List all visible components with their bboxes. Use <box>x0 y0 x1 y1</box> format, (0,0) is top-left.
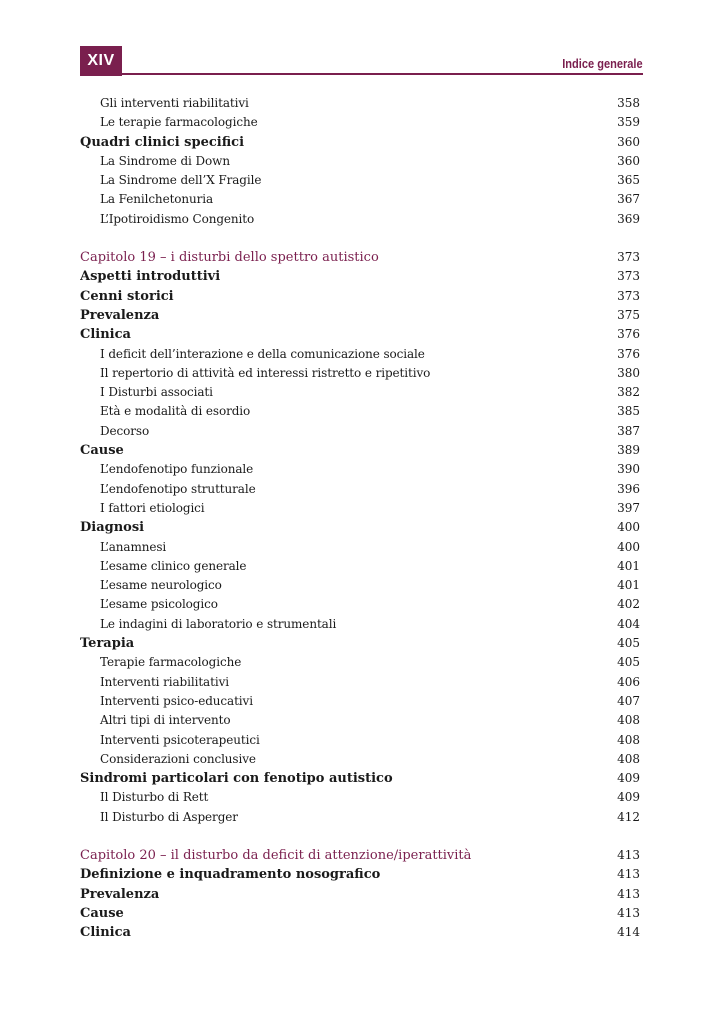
toc-entry-label: Le indagini di laboratorio e strumentali <box>100 616 337 631</box>
toc-section-row[interactable] <box>80 135 640 154</box>
toc-entry-page: 405 <box>617 636 640 651</box>
toc-entry-label: Quadri clinici specifici <box>80 134 245 150</box>
toc-subsection-row[interactable] <box>80 366 640 385</box>
toc-entry-page: 408 <box>617 751 640 766</box>
toc-entry-label: Gli interventi riabilitativi <box>100 96 249 110</box>
toc-entry-label: La Sindrome di Down <box>100 153 230 168</box>
toc-entry-page: 409 <box>617 790 640 805</box>
toc-entry-label: Interventi riabilitativi <box>100 674 229 689</box>
toc-subsection-row[interactable] <box>80 810 640 829</box>
toc-section-row[interactable] <box>80 771 640 790</box>
toc-entry-page: 385 <box>617 404 640 419</box>
toc-entry-label: L’Ipotiroidismo Congenito <box>100 211 255 226</box>
toc-entry-label: Aspetti introduttivi <box>80 269 221 285</box>
toc-section-row[interactable] <box>80 520 640 539</box>
toc-entry-label: Terapia <box>80 636 135 652</box>
toc-subsection-row[interactable] <box>80 733 640 752</box>
toc-section-row[interactable] <box>80 887 640 906</box>
toc-entry-label: I Disturbi associati <box>100 385 213 400</box>
toc-subsection-row[interactable] <box>80 115 640 134</box>
toc-subsection-row[interactable] <box>80 617 640 636</box>
toc-subsection-row[interactable] <box>80 173 640 192</box>
toc-entry-label: Età e modalità di esordio <box>100 404 251 419</box>
toc-entry-label: Cenni storici <box>80 288 174 304</box>
toc-entry-page: 408 <box>617 713 640 728</box>
toc-entry-label: Altri tipi di intervento <box>100 713 231 728</box>
toc-subsection-row[interactable] <box>80 752 640 771</box>
toc-section-row[interactable] <box>80 906 640 925</box>
toc-entry-page: 409 <box>617 771 640 786</box>
toc-section-row[interactable] <box>80 289 640 308</box>
toc-entry-label: Le terapie farmacologiche <box>100 115 258 130</box>
toc-entry-label: Cause <box>80 905 124 921</box>
toc-entry-page: 358 <box>617 96 640 110</box>
toc-subsection-row[interactable] <box>80 597 640 616</box>
toc-entry-page: 373 <box>617 250 640 265</box>
toc-subsection-row[interactable] <box>80 559 640 578</box>
toc-entry-page: 400 <box>617 520 640 535</box>
toc-entry-page: 367 <box>617 192 640 207</box>
toc-entry-label: La Fenilchetonuria <box>100 192 214 207</box>
toc-entry-label: Interventi psico-educativi <box>100 693 253 708</box>
toc-entry-label: Definizione e inquadramento nosografico <box>80 867 381 883</box>
toc-subsection-row[interactable] <box>80 578 640 597</box>
toc-entry-page: 382 <box>617 385 640 400</box>
toc-subsection-row[interactable] <box>80 482 640 501</box>
toc-entry-page: 376 <box>617 346 640 361</box>
toc-entry-page: 396 <box>617 481 640 496</box>
toc-entry-label: L’endofenotipo funzionale <box>100 462 254 477</box>
toc-subsection-row[interactable] <box>80 655 640 674</box>
toc-entry-label: Terapie farmacologiche <box>100 655 242 670</box>
toc-entry-label: Capitolo 19 – i disturbi dello spettro autistico <box>80 250 379 266</box>
toc-section-row[interactable] <box>80 443 640 462</box>
toc-entry-page: 359 <box>617 115 640 130</box>
toc-subsection-row[interactable] <box>80 192 640 211</box>
toc-subsection-row[interactable] <box>80 790 640 809</box>
toc-section-row[interactable] <box>80 327 640 346</box>
toc-entry-label: Decorso <box>100 423 150 438</box>
toc-subsection-row[interactable] <box>80 462 640 481</box>
toc-entry-label: L’anamnesi <box>100 539 167 554</box>
toc-entry-page: 407 <box>617 693 640 708</box>
toc-entry-page: 390 <box>617 462 640 477</box>
toc-entry-label: Clinica <box>80 327 131 343</box>
toc-entry-page: 400 <box>617 539 640 554</box>
toc-entry-label: Clinica <box>80 925 131 941</box>
running-title: Indice generale <box>562 56 643 71</box>
toc-entry-label: L’endofenotipo strutturale <box>100 481 256 496</box>
toc-entry-page: 406 <box>617 674 640 689</box>
toc-section-row[interactable] <box>80 867 640 886</box>
toc-entry-page: 375 <box>617 307 640 322</box>
toc-subsection-row[interactable] <box>80 424 640 443</box>
toc-section-row[interactable] <box>80 269 640 288</box>
toc-entry-page: 373 <box>617 269 640 284</box>
toc-entry-page: 376 <box>617 327 640 342</box>
toc-entry-label: Interventi psicoterapeutici <box>100 732 260 747</box>
toc-entry-label: Sindromi particolari con fenotipo autistico <box>80 771 393 787</box>
toc-subsection-row[interactable] <box>80 694 640 713</box>
toc-entry-page: 405 <box>617 655 640 670</box>
toc-entry-page: 402 <box>617 597 640 612</box>
toc-entry-label: Capitolo 20 – il disturbo da deficit di attenzione/iperattività <box>80 847 472 863</box>
toc-entry-label: Il Disturbo di Asperger <box>100 809 238 824</box>
toc-entry-label: Il repertorio di attività ed interessi ristretto e ripetitivo <box>100 365 431 380</box>
toc-subsection-row[interactable] <box>80 713 640 732</box>
toc-subsection-row[interactable] <box>80 347 640 366</box>
toc-entry-label: L’esame psicologico <box>100 597 218 612</box>
page-header <box>80 46 643 76</box>
toc-subsection-row[interactable] <box>80 385 640 404</box>
toc-chapter-row[interactable] <box>80 250 640 269</box>
toc-section-row[interactable] <box>80 925 640 944</box>
toc-entry-page: 369 <box>617 211 640 226</box>
toc-entry-label: L’esame neurologico <box>100 578 222 593</box>
toc-entry-page: 360 <box>617 153 640 168</box>
toc-chapter-row[interactable] <box>80 848 640 867</box>
toc-entry-page: 365 <box>617 173 640 188</box>
toc-entry-page: 413 <box>617 847 640 862</box>
toc-entry-page: 401 <box>617 558 640 573</box>
toc-subsection-row[interactable] <box>80 404 640 423</box>
toc-entry-page: 414 <box>617 925 640 940</box>
header-rule <box>122 73 643 75</box>
toc-entry-page: 373 <box>617 288 640 303</box>
toc-section-row[interactable] <box>80 636 640 655</box>
toc-entry-label: Cause <box>80 443 124 459</box>
toc-entry-page: 413 <box>617 867 640 882</box>
toc-entry-page: 360 <box>617 134 640 149</box>
toc-entry-label: I fattori etiologici <box>100 500 205 515</box>
toc-entry-page: 404 <box>617 616 640 631</box>
toc-subsection-row[interactable] <box>80 675 640 694</box>
toc-entry-page: 387 <box>617 423 640 438</box>
toc-section-row[interactable] <box>80 308 640 327</box>
toc-entry-label: I deficit dell’interazione e della comunicazione sociale <box>100 346 425 361</box>
toc-entry-page: 412 <box>617 809 640 824</box>
toc-subsection-row[interactable] <box>80 540 640 559</box>
toc-subsection-row[interactable] <box>80 212 640 231</box>
toc-entry-page: 413 <box>617 905 640 920</box>
toc-entry-label: Diagnosi <box>80 520 145 536</box>
toc-subsection-row[interactable] <box>80 96 640 115</box>
toc-entry-label: Prevalenza <box>80 886 160 902</box>
toc-subsection-row[interactable] <box>80 501 640 520</box>
table-of-contents <box>80 96 640 944</box>
toc-subsection-row[interactable] <box>80 154 640 173</box>
toc-entry-label: L’esame clinico generale <box>100 558 247 573</box>
toc-entry-page: 389 <box>617 443 640 458</box>
toc-entry-page: 380 <box>617 365 640 380</box>
toc-entry-label: Prevalenza <box>80 307 160 323</box>
toc-entry-label: La Sindrome dell’X Fragile <box>100 173 262 188</box>
toc-entry-page: 397 <box>617 500 640 515</box>
toc-entry-label: Il Disturbo di Rett <box>100 790 209 805</box>
toc-entry-page: 408 <box>617 732 640 747</box>
toc-entry-label: Considerazioni conclusive <box>100 751 256 766</box>
toc-entry-page: 413 <box>617 886 640 901</box>
page-number-badge: XIV <box>80 46 122 76</box>
toc-entry-page: 401 <box>617 578 640 593</box>
